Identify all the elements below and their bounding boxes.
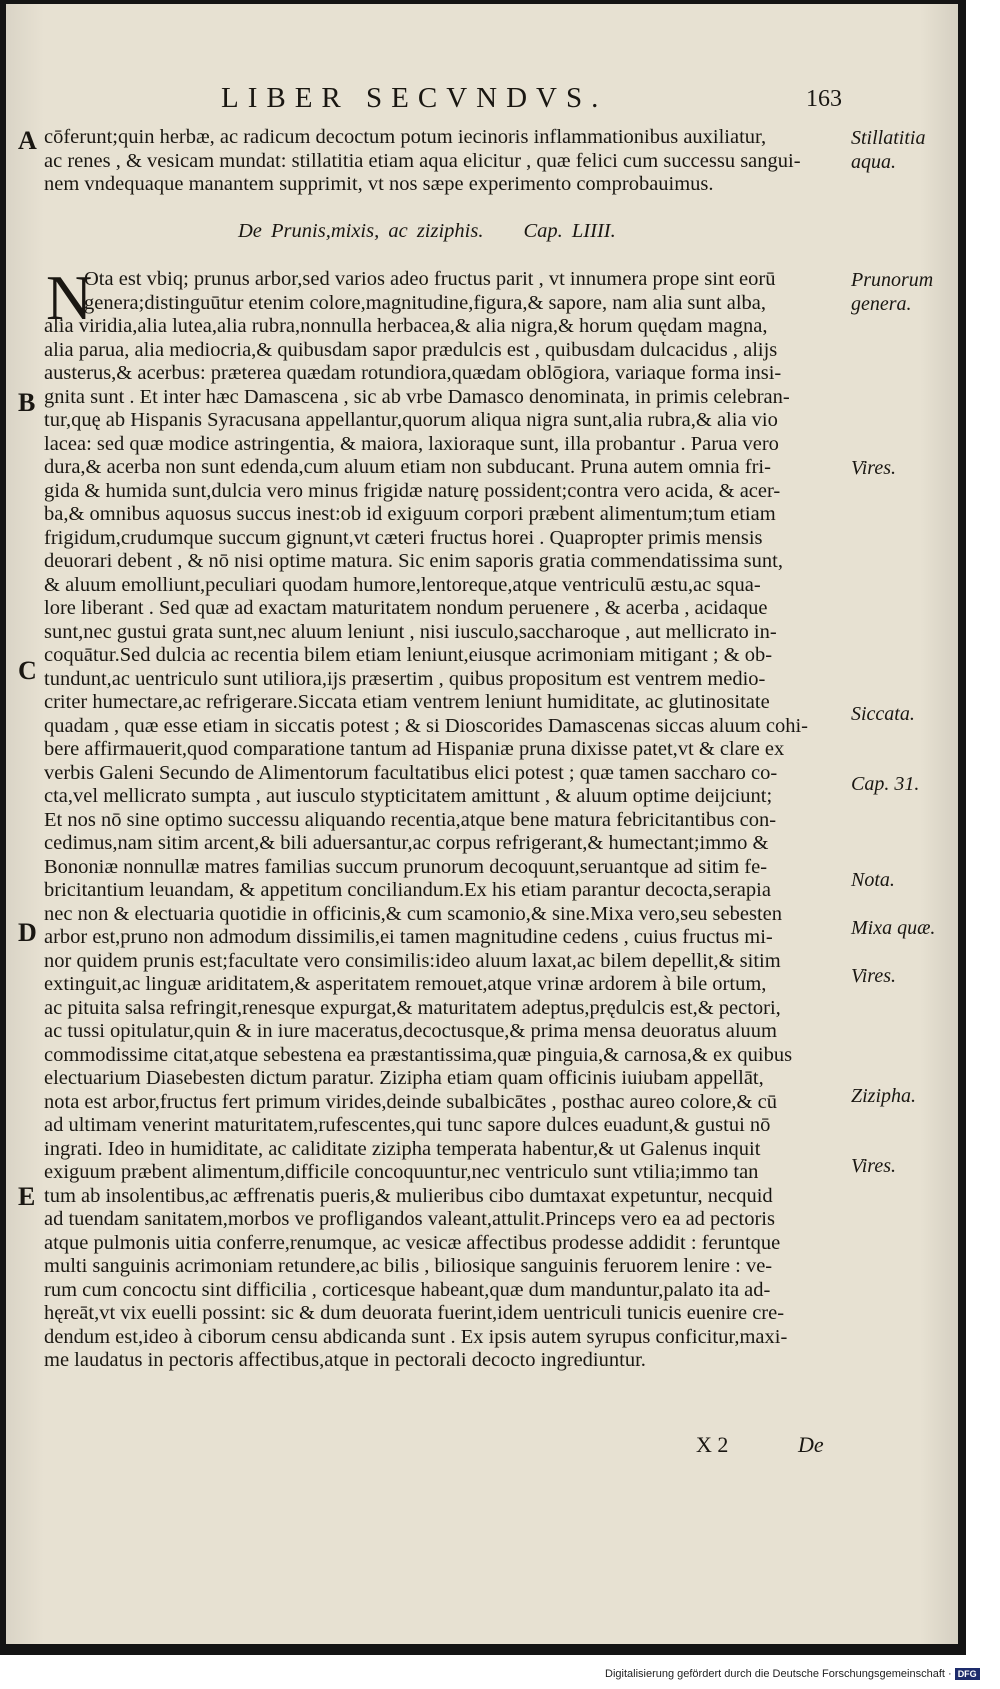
dfg-credit — [605, 1668, 980, 1680]
text-line: ad ultimam venerint maturitatem,rufescentes,qui tunc sapore dulces euadunt,& gustui nō — [44, 1114, 771, 1136]
text-line: bricitantium leuandam, & appetitum conciliandum.Ex his etiam parantur decocta,serapia — [44, 879, 771, 901]
text-line: ad tuendam sanitatem,morbos ve profligandos valeant,attulit.Princeps vero ea ad pectoris — [44, 1208, 775, 1230]
page-number: 163 — [806, 86, 842, 112]
text-line: & aluum emolliunt,peculiari quodam humore,lentoreque,atque ventriculū æstu,ac squa- — [44, 573, 761, 596]
text-line: cta,vel mellicrato sumpta , aut iusculo stypticitatem amittunt , & aluum optime deijciunt; — [44, 785, 773, 807]
text-line: electuarium Diasebesten dictum paratur. Zizipha etiam quam officinis iuiubam appellāt, — [44, 1067, 764, 1089]
margin-note-line: Stillatitia — [851, 127, 926, 149]
text-line: commodissime citat,atque sebestena ea præstantissima,quæ pinguia,& carnosa,& ex quibus — [44, 1043, 793, 1066]
text-line: alia viridia,alia lutea,alia rubra,nonnulla herbacea,& alia nigra,& horum quędam magna, — [44, 315, 768, 337]
text-line: Ota est vbiq; prunus arbor,sed varios adeo fructus parit , vt innumera prope sint eorū — [84, 268, 776, 290]
text-line: me laudatus in pectoris affectibus,atque in pectorali decocto ingrediuntur. — [44, 1349, 646, 1371]
dfg-credit-text: Digitalisierung gefördert durch die Deutsche Forschungsgemeinschaft · — [605, 1668, 952, 1680]
text-line: Bononiæ nonnullæ matres familias succum prunorum decoquunt,seruantque ad sitim fe- — [44, 855, 768, 878]
chapter-number: Cap. LIIII. — [523, 220, 616, 242]
section-letter-b: B — [18, 388, 36, 417]
text-line: dura,& acerba non sunt edenda,cum aluum etiam non subducant. Pruna autem omnia fri- — [44, 456, 771, 478]
text-line: nec non & electuaria quotidie in officinis,& cum scamonio,& sine.Mixa vero,seu sebesten — [44, 902, 782, 925]
margin-note-line: genera. — [851, 293, 912, 315]
running-head — [6, 82, 958, 116]
text-line: cedimus,nam sitim arcent,& bili aduersantur,ac corpus refrigerant,& humectant;immo & — [44, 832, 769, 854]
text-line: gnita sunt . Et inter hæc Damascena , sic ab vrbe Damasco denominata, in primis celebran- — [44, 385, 790, 408]
text-line: Et nos nō sine optimo successu aliquando recentia,atque bene matura febricitantibus con- — [44, 808, 777, 831]
margin-note-cap31: Cap. 31. — [851, 773, 920, 795]
text-line: arbor est,pruno non admodum dissimilis,ei tamen magnitudine cedens , cuius fructus mi- — [44, 926, 773, 948]
text-line: cōferunt;quin herbæ, ac radicum decoctum potum iecinoris inflammationibus auxiliatur, — [44, 126, 767, 148]
text-line: nor quidem prunis est;facultate vero consimilis:ideo aluum laxat,ac bilem depellit,& sitim — [44, 949, 781, 972]
text-line: coquātur.Sed dulcia ac recentia bilem etiam leniunt,eiusque acrimoniam mitigant ; & ob- — [44, 644, 773, 666]
dfg-logo: DFG — [955, 1668, 980, 1680]
text-line: lacea: sed quæ modice astringentia, & maiora, laxioraque sunt, illa probantur . Parua vero — [44, 432, 779, 455]
section-letter-a: A — [18, 126, 37, 155]
text-line: ac pituita salsa refringit,renesque expurgat,& maturitatem adeptus,prędulcis est,& pectori, — [44, 996, 781, 1019]
text-line: genera;distinguūtur etenim colore,magnitudine,figura,& sapore, nam alia sunt alba, — [84, 291, 766, 314]
text-line: tur,quę ab Hispanis Syracusana appellantur,quorum aliqua nigra sunt,alia rubra,& alia vio — [44, 409, 778, 431]
text-line: tundunt,ac uentriculo sunt utiliora,ijs præsertim , quibus propositum est ventrem medio- — [44, 667, 766, 690]
text-line: extinguit,ac linguæ ariditatem,& asperitatem remouet,atque vrinæ ardorem à bile ortum, — [44, 973, 767, 995]
drop-cap: N — [46, 262, 93, 333]
text-line: ba,& omnibus aquosus succus inest:ob id exiguum corpori præbent alimentum;tum etiam — [44, 503, 776, 525]
text-line: ac renes , & vesicam mundat: stillatitia etiam aqua elicitur , quæ felici cum successu sangui- — [44, 149, 801, 172]
text-line: multi sanguinis acrimoniam retundere,ac bilis , biliosique sanguinis feruorem lenire : ve- — [44, 1255, 773, 1277]
text-line: deuorari debent , & nō nisi optime matura. Sic enim saporis gratia commendatissima sunt, — [44, 550, 783, 572]
text-line: tum ab insolentibus,ac æffrenatis pueris,& mulieribus cibo dumtaxat expetuntur, necquid — [44, 1184, 773, 1207]
margin-note-vires: Vires. — [851, 1155, 896, 1177]
text-line: dendum est,ideo à ciborum censu abdicanda sunt . Ex ipsis autem syrupus conficitur,maxi- — [44, 1325, 788, 1348]
chapter-heading — [238, 220, 616, 243]
section-letter-e: E — [18, 1182, 36, 1211]
margin-note-zizipha: Zizipha. — [851, 1085, 917, 1107]
text-line: alia parua, alia mediocria,& quibusdam sapor prædulcis est , quibusdam dulcacidus , alijs — [44, 338, 778, 361]
text-line: lore liberant . Sed quæ ad exactam maturitatem nondum peruenere , & acerba , acidaque — [44, 597, 768, 619]
margin-note-line: Prunorum — [851, 269, 934, 291]
text-line: ac tussi opitulatur,quin & in iure maceratus,decoctusque,& prima mensa deuoratus aluum — [44, 1020, 777, 1042]
margin-note-nota: Nota. — [851, 869, 895, 891]
text-line: criter humectare,ac refrigerare.Siccata etiam ventrem leniunt humiditate, ac glutinositate — [44, 691, 770, 713]
margin-note-siccata: Siccata. — [851, 703, 915, 725]
text-line: rum cum concoctu sint difficilia , corticesque habeant,quæ dum manduntur,palato ita ad- — [44, 1278, 771, 1301]
margin-note-vires: Vires. — [851, 457, 896, 479]
chapter-title: De Prunis,mixis, ac ziziphis. — [238, 220, 484, 242]
intro-paragraph — [44, 126, 834, 197]
text-line: ingrati. Ideo in humiditate, ac caliditate zizipha temperata habentur,& ut Galenus inquit — [44, 1137, 761, 1160]
margin-note-vires: Vires. — [851, 965, 896, 987]
body-text — [44, 262, 834, 1373]
text-line: gida & humida sunt,dulcia vero minus frigidæ naturę possident;contra vero acida, & acer- — [44, 479, 781, 502]
margin-note-line: aqua. — [851, 151, 896, 173]
section-letter-c: C — [18, 656, 37, 685]
text-line: nota est arbor,fructus fert primum virides,deinde subalbicātes , posthac aureo colore,& cū — [44, 1090, 777, 1113]
running-head-title: LIBER SECVNDVS. — [221, 82, 608, 114]
text-line: exiguum præbent alimentum,difficile concoquuntur,nec ventriculo sunt vtilia;immo tan — [44, 1161, 759, 1183]
margin-note-mixa: Mixa quæ. — [851, 917, 936, 939]
text-line: verbis Galeni Secundo de Alimentorum facultatibus elici potest ; quæ tamen saccharo co- — [44, 761, 778, 784]
margin-note-prunorum — [851, 268, 961, 316]
text-line: austerus,& acerbus: præterea quædam rotundiora,quædam oblōgiora, variaque forma insi- — [44, 362, 782, 384]
text-line: nem vndequaque manantem supprimit, vt nos sæpe experimento comprobauimus. — [44, 173, 714, 195]
book-page — [6, 4, 958, 1644]
text-line: quadam , quæ esse etiam in siccatis potest ; & si Dioscorides Damascenas siccas aluum cohi- — [44, 714, 809, 737]
text-line: frigidum,crudumque succum gignunt,vt cæteri fructus horei . Quapropter primis mensis — [44, 526, 763, 549]
margin-note-stillatitia — [851, 126, 961, 174]
section-letter-d: D — [18, 918, 37, 947]
text-line: hęreāt,vt vix euelli possint: sic & dum deuorata fuerint,idem uentriculi tunicis euenire cre- — [44, 1302, 785, 1324]
text-line: atque pulmonis uitia conferre,renumque, ac vesicæ affectibus prodesse addidit : feruntque — [44, 1231, 781, 1254]
catchword: De — [798, 1432, 824, 1457]
signature-mark: X 2 — [696, 1432, 729, 1457]
text-line: sunt,nec gustui grata sunt,nec aluum leniunt , nisi iusculo,saccharoque , aut mellicrato in- — [44, 620, 777, 643]
page-footer — [6, 1432, 958, 1462]
text-line: bere affirmauerit,quod comparatione tantum ad Hispaniæ pruna dixisse patet,vt & clare ex — [44, 738, 785, 760]
